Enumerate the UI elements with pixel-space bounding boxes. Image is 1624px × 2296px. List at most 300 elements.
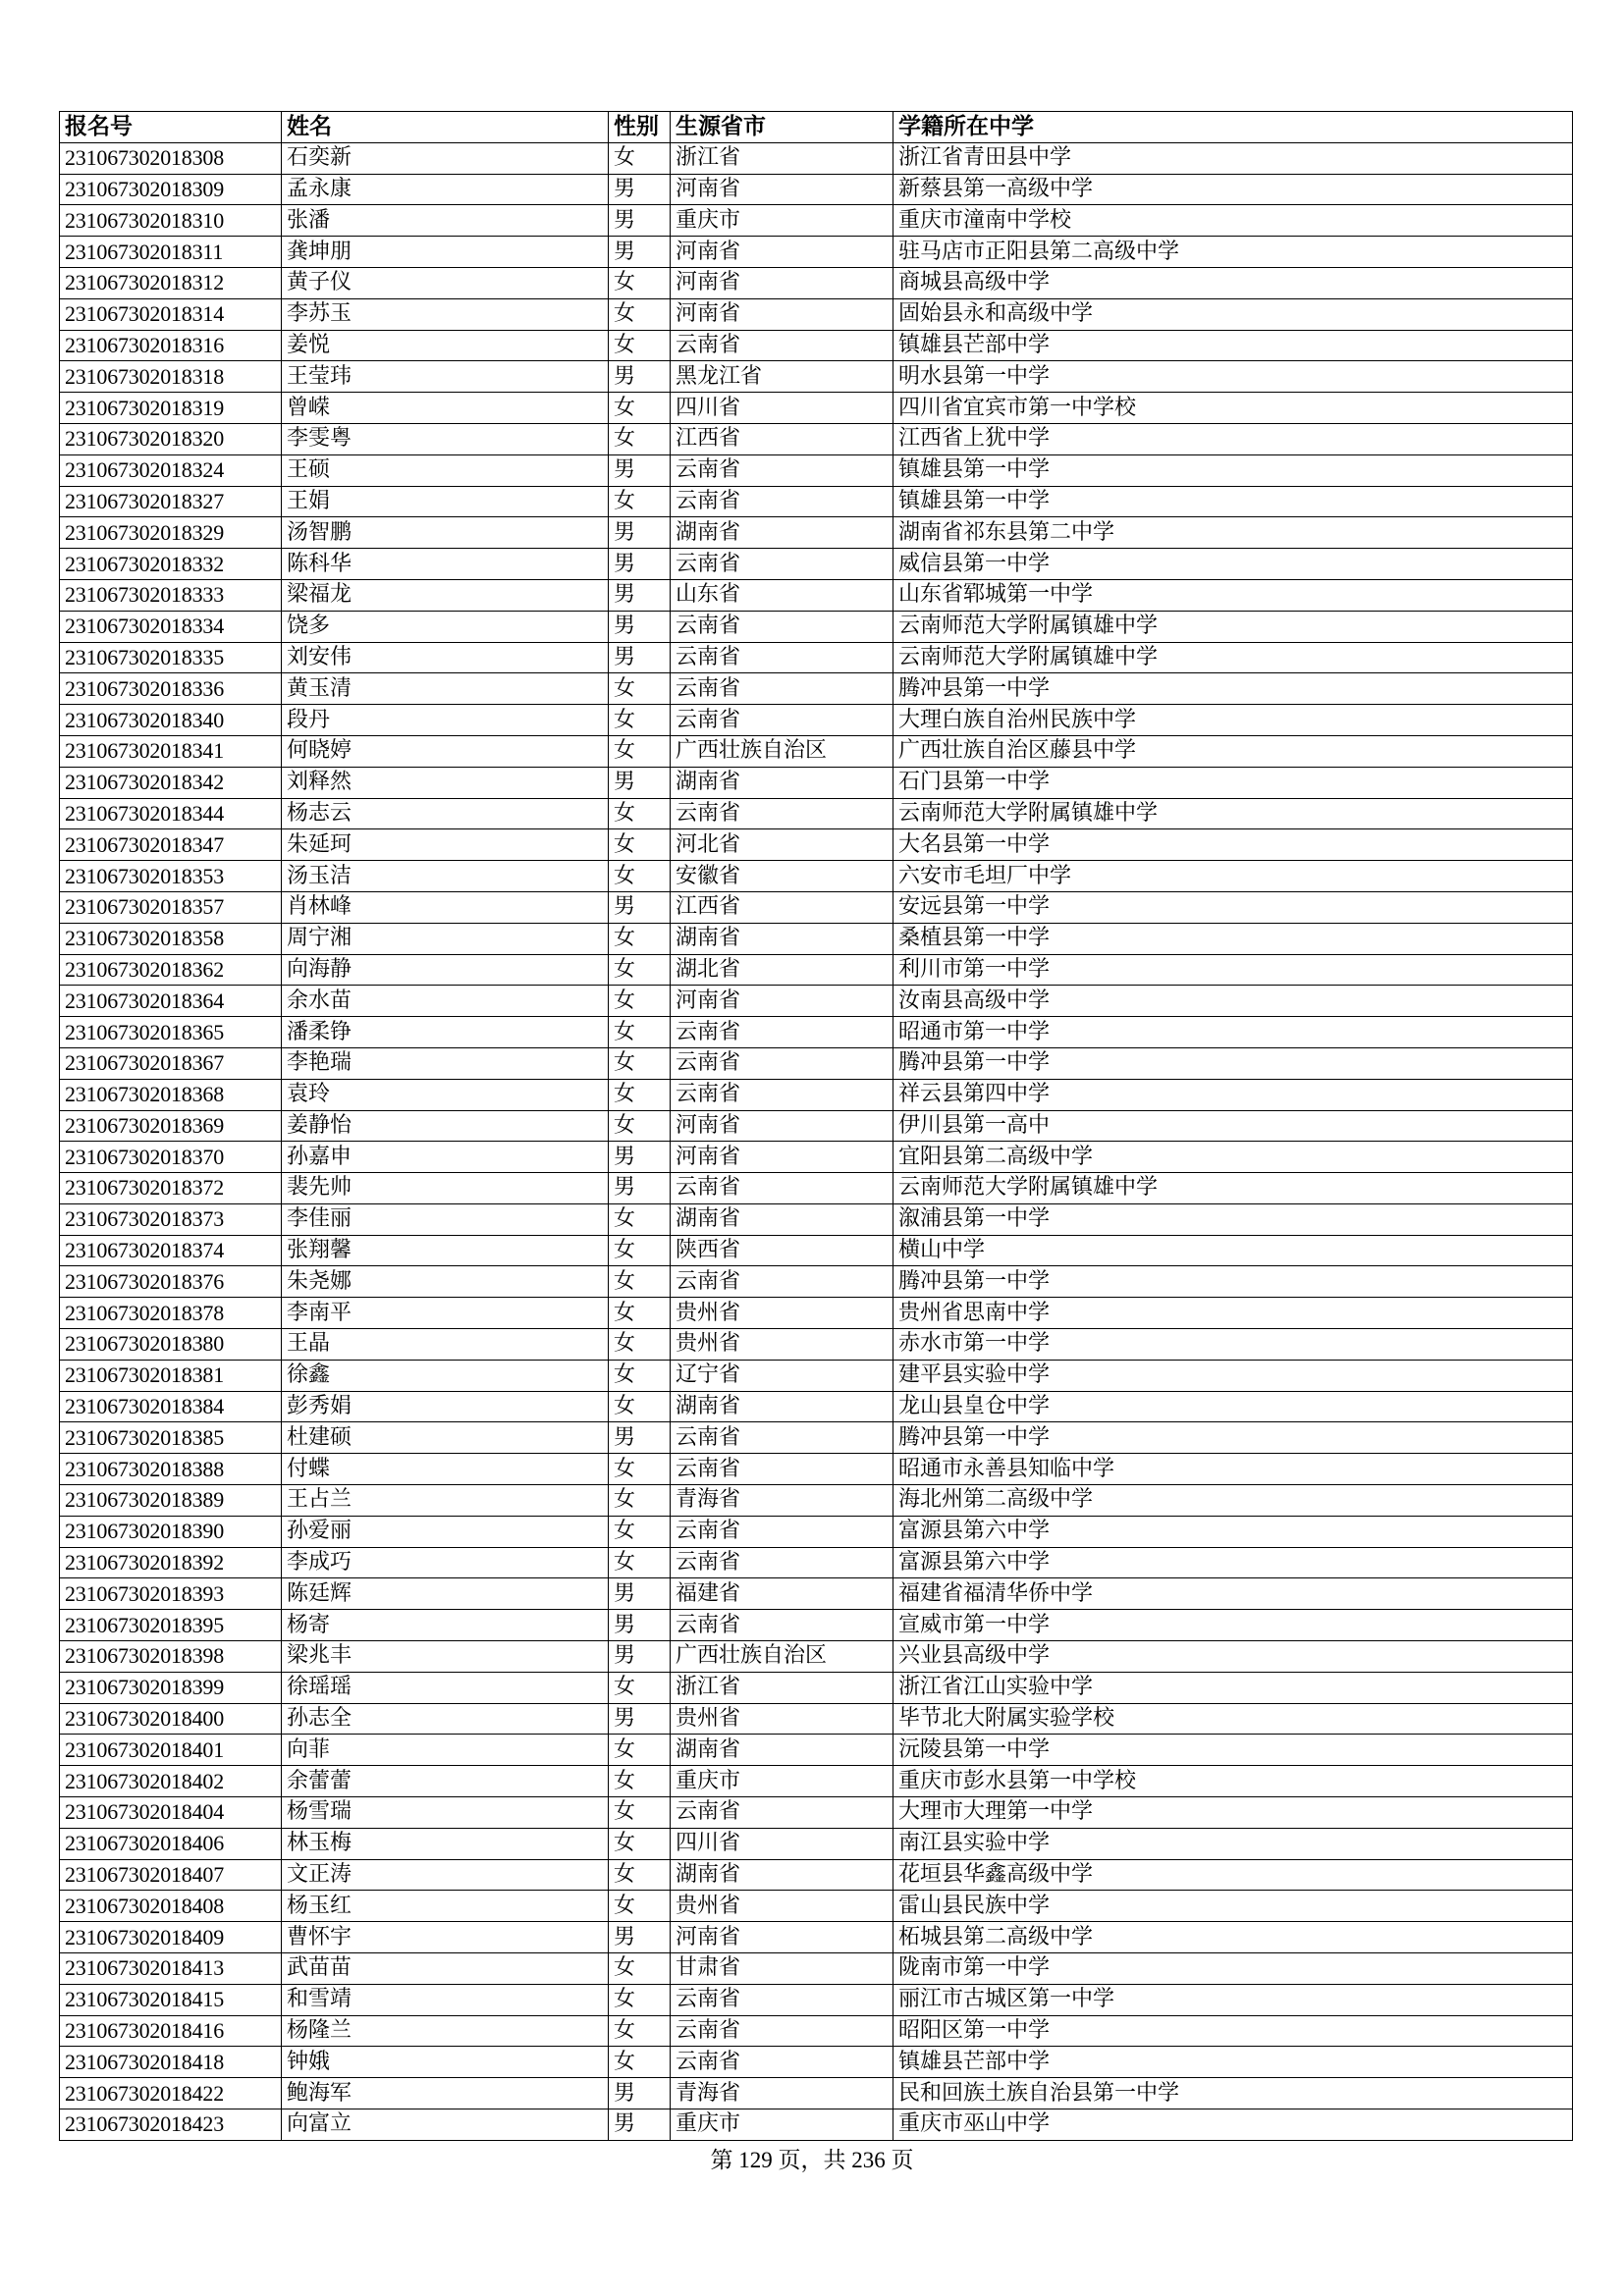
table-row [60,1891,1573,1922]
cell-registration-number: 231067302018402 [60,1766,282,1797]
cell-registration-number: 231067302018333 [60,579,282,611]
table-row [60,1329,1573,1361]
cell-school: 重庆市彭水县第一中学校 [893,1766,1573,1797]
cell-name: 曹怀宇 [282,1922,609,1953]
cell-province: 湖南省 [671,1859,893,1891]
cell-school: 大名县第一中学 [893,829,1573,861]
cell-registration-number: 231067302018413 [60,1953,282,1985]
cell-name: 梁福龙 [282,579,609,611]
cell-registration-number: 231067302018365 [60,1017,282,1048]
cell-gender: 女 [609,142,671,174]
cell-province: 云南省 [671,1547,893,1578]
cell-province: 河南省 [671,1142,893,1173]
cell-registration-number: 231067302018395 [60,1610,282,1641]
table-row [60,2078,1573,2109]
cell-school: 腾冲县第一中学 [893,1047,1573,1079]
table-row [60,891,1573,923]
cell-registration-number: 231067302018309 [60,174,282,205]
cell-school: 海北州第二高级中学 [893,1485,1573,1517]
cell-registration-number: 231067302018364 [60,986,282,1017]
cell-registration-number: 231067302018393 [60,1578,282,1610]
cell-gender: 女 [609,1984,671,2015]
cell-school: 驻马店市正阳县第二高级中学 [893,237,1573,268]
cell-gender: 女 [609,1329,671,1361]
table-row [60,1703,1573,1735]
cell-school: 宣威市第一中学 [893,1610,1573,1641]
cell-province: 云南省 [671,1454,893,1485]
cell-name: 朱尧娜 [282,1266,609,1298]
cell-province: 云南省 [671,1047,893,1079]
cell-gender: 女 [609,1672,671,1703]
table-row [60,579,1573,611]
cell-name: 向富立 [282,2109,609,2141]
cell-province: 河南省 [671,986,893,1017]
cell-school: 安远县第一中学 [893,891,1573,923]
cell-name: 姜悦 [282,330,609,361]
cell-registration-number: 231067302018369 [60,1110,282,1142]
cell-school: 腾冲县第一中学 [893,1266,1573,1298]
cell-school: 祥云县第四中学 [893,1079,1573,1110]
cell-gender: 女 [609,1735,671,1766]
cell-name: 曾嵘 [282,393,609,424]
table-row [60,705,1573,736]
cell-school: 南江县实验中学 [893,1828,1573,1859]
cell-registration-number: 231067302018376 [60,1266,282,1298]
cell-school: 富源县第六中学 [893,1516,1573,1547]
cell-registration-number: 231067302018389 [60,1485,282,1517]
cell-school: 重庆市巫山中学 [893,2109,1573,2141]
cell-registration-number: 231067302018334 [60,611,282,642]
cell-name: 孙志全 [282,1703,609,1735]
cell-name: 付蝶 [282,1454,609,1485]
cell-registration-number: 231067302018336 [60,673,282,705]
cell-province: 云南省 [671,1797,893,1829]
table-row [60,1110,1573,1142]
cell-registration-number: 231067302018329 [60,517,282,549]
cell-registration-number: 231067302018385 [60,1422,282,1454]
table-row [60,1203,1573,1235]
cell-gender: 女 [609,330,671,361]
table-row [60,1047,1573,1079]
cell-name: 段丹 [282,705,609,736]
cell-gender: 女 [609,423,671,454]
cell-school: 浙江省青田县中学 [893,142,1573,174]
cell-name: 李艳瑞 [282,1047,609,1079]
cell-gender: 男 [609,205,671,237]
table-row [60,1641,1573,1673]
cell-province: 河北省 [671,829,893,861]
table-row [60,986,1573,1017]
cell-gender: 男 [609,1641,671,1673]
cell-registration-number: 231067302018311 [60,237,282,268]
cell-province: 贵州省 [671,1703,893,1735]
cell-gender: 女 [609,1953,671,1985]
table-row [60,798,1573,829]
table-row [60,611,1573,642]
cell-registration-number: 231067302018357 [60,891,282,923]
cell-name: 杨玉红 [282,1891,609,1922]
cell-name: 李雯粤 [282,423,609,454]
cell-school: 建平县实验中学 [893,1360,1573,1391]
cell-province: 广西壮族自治区 [671,735,893,767]
cell-school: 商城县高级中学 [893,267,1573,298]
cell-gender: 女 [609,1203,671,1235]
cell-school: 丽江市古城区第一中学 [893,1984,1573,2015]
cell-registration-number: 231067302018308 [60,142,282,174]
cell-school: 贵州省思南中学 [893,1298,1573,1329]
cell-registration-number: 231067302018310 [60,205,282,237]
cell-school: 昭通市永善县知临中学 [893,1454,1573,1485]
cell-province: 福建省 [671,1578,893,1610]
cell-gender: 女 [609,1859,671,1891]
cell-school: 广西壮族自治区藤县中学 [893,735,1573,767]
cell-gender: 女 [609,1079,671,1110]
cell-school: 六安市毛坦厂中学 [893,861,1573,892]
cell-gender: 女 [609,298,671,330]
cell-gender: 女 [609,1766,671,1797]
cell-gender: 男 [609,2109,671,2141]
table-row [60,1984,1573,2015]
cell-province: 河南省 [671,1110,893,1142]
cell-name: 陈廷辉 [282,1578,609,1610]
table-row [60,829,1573,861]
cell-school: 石门县第一中学 [893,767,1573,798]
cell-name: 姜静怡 [282,1110,609,1142]
table-row [60,1017,1573,1048]
cell-registration-number: 231067302018415 [60,1984,282,2015]
cell-province: 浙江省 [671,142,893,174]
cell-school: 溆浦县第一中学 [893,1203,1573,1235]
cell-name: 向菲 [282,1735,609,1766]
cell-province: 四川省 [671,393,893,424]
cell-gender: 男 [609,454,671,486]
cell-name: 杜建硕 [282,1422,609,1454]
cell-school: 兴业县高级中学 [893,1641,1573,1673]
cell-name: 杨寄 [282,1610,609,1641]
cell-gender: 女 [609,1891,671,1922]
cell-gender: 男 [609,2078,671,2109]
cell-province: 浙江省 [671,1672,893,1703]
cell-gender: 女 [609,1298,671,1329]
cell-gender: 女 [609,1391,671,1422]
cell-school: 横山中学 [893,1235,1573,1266]
table-row [60,267,1573,298]
cell-province: 湖南省 [671,1735,893,1766]
cell-registration-number: 231067302018373 [60,1203,282,1235]
cell-school: 利川市第一中学 [893,954,1573,986]
cell-school: 宜阳县第二高级中学 [893,1142,1573,1173]
cell-name: 何晓婷 [282,735,609,767]
cell-registration-number: 231067302018344 [60,798,282,829]
cell-name: 文正涛 [282,1859,609,1891]
table-row [60,1360,1573,1391]
cell-province: 湖南省 [671,517,893,549]
cell-name: 钟娥 [282,2047,609,2078]
table-row [60,142,1573,174]
cell-name: 彭秀娟 [282,1391,609,1422]
cell-school: 镇雄县第一中学 [893,454,1573,486]
cell-gender: 女 [609,393,671,424]
cell-gender: 女 [609,2047,671,2078]
cell-name: 李成巧 [282,1547,609,1578]
cell-province: 云南省 [671,1422,893,1454]
cell-province: 青海省 [671,1485,893,1517]
cell-registration-number: 231067302018418 [60,2047,282,2078]
cell-registration-number: 231067302018390 [60,1516,282,1547]
table-row [60,861,1573,892]
cell-registration-number: 231067302018340 [60,705,282,736]
cell-gender: 男 [609,642,671,673]
cell-gender: 女 [609,267,671,298]
cell-name: 李佳丽 [282,1203,609,1235]
cell-name: 潘柔铮 [282,1017,609,1048]
table-row [60,1672,1573,1703]
cell-gender: 男 [609,1578,671,1610]
cell-province: 云南省 [671,798,893,829]
cell-province: 湖南省 [671,1391,893,1422]
cell-school: 富源县第六中学 [893,1547,1573,1578]
cell-registration-number: 231067302018381 [60,1360,282,1391]
table-row [60,1266,1573,1298]
cell-school: 镇雄县第一中学 [893,486,1573,517]
cell-school: 雷山县民族中学 [893,1891,1573,1922]
cell-gender: 男 [609,237,671,268]
table-row [60,1079,1573,1110]
cell-gender: 女 [609,986,671,1017]
cell-registration-number: 231067302018370 [60,1142,282,1173]
cell-province: 云南省 [671,454,893,486]
cell-school: 陇南市第一中学 [893,1953,1573,1985]
cell-name: 王娟 [282,486,609,517]
cell-gender: 男 [609,1142,671,1173]
cell-province: 云南省 [671,611,893,642]
cell-registration-number: 231067302018408 [60,1891,282,1922]
cell-registration-number: 231067302018367 [60,1047,282,1079]
header-gender: 性别 [609,112,671,143]
cell-province: 云南省 [671,1079,893,1110]
cell-registration-number: 231067302018353 [60,861,282,892]
cell-province: 甘肃省 [671,1953,893,1985]
cell-name: 鲍海军 [282,2078,609,2109]
cell-gender: 男 [609,174,671,205]
cell-name: 余蕾蕾 [282,1766,609,1797]
cell-school: 镇雄县芒部中学 [893,330,1573,361]
table-row [60,2109,1573,2141]
cell-province: 安徽省 [671,861,893,892]
cell-school: 大理市大理第一中学 [893,1797,1573,1829]
cell-name: 梁兆丰 [282,1641,609,1673]
cell-gender: 女 [609,1266,671,1298]
header-school: 学籍所在中学 [893,112,1573,143]
cell-province: 云南省 [671,673,893,705]
table-row [60,1766,1573,1797]
cell-school: 伊川县第一高中 [893,1110,1573,1142]
cell-province: 山东省 [671,579,893,611]
table-row [60,454,1573,486]
cell-school: 云南师范大学附属镇雄中学 [893,642,1573,673]
cell-registration-number: 231067302018368 [60,1079,282,1110]
table-row [60,767,1573,798]
table-row [60,423,1573,454]
cell-registration-number: 231067302018347 [60,829,282,861]
table-row [60,517,1573,549]
table-row [60,1953,1573,1985]
header-registration-number: 报名号 [60,112,282,143]
cell-school: 浙江省江山实验中学 [893,1672,1573,1703]
cell-school: 大理白族自治州民族中学 [893,705,1573,736]
table-row [60,361,1573,393]
cell-province: 云南省 [671,330,893,361]
table-row [60,486,1573,517]
table-row [60,298,1573,330]
cell-province: 陕西省 [671,1235,893,1266]
cell-province: 河南省 [671,267,893,298]
header-province: 生源省市 [671,112,893,143]
table-row [60,1298,1573,1329]
cell-province: 黑龙江省 [671,361,893,393]
cell-gender: 女 [609,735,671,767]
cell-gender: 女 [609,1047,671,1079]
cell-province: 云南省 [671,642,893,673]
cell-name: 杨隆兰 [282,2015,609,2047]
cell-registration-number: 231067302018398 [60,1641,282,1673]
cell-name: 杨志云 [282,798,609,829]
cell-school: 四川省宜宾市第一中学校 [893,393,1573,424]
cell-province: 云南省 [671,1017,893,1048]
cell-registration-number: 231067302018407 [60,1859,282,1891]
cell-gender: 女 [609,1110,671,1142]
cell-school: 桑植县第一中学 [893,923,1573,954]
table-row [60,1235,1573,1266]
cell-gender: 女 [609,1360,671,1391]
cell-gender: 男 [609,1703,671,1735]
cell-registration-number: 231067302018327 [60,486,282,517]
cell-province: 云南省 [671,2047,893,2078]
cell-registration-number: 231067302018422 [60,2078,282,2109]
cell-province: 云南省 [671,1266,893,1298]
cell-registration-number: 231067302018416 [60,2015,282,2047]
cell-school: 镇雄县芒部中学 [893,2047,1573,2078]
cell-name: 石奕新 [282,142,609,174]
cell-name: 张潘 [282,205,609,237]
cell-gender: 女 [609,673,671,705]
cell-province: 重庆市 [671,205,893,237]
cell-school: 重庆市潼南中学校 [893,205,1573,237]
cell-registration-number: 231067302018342 [60,767,282,798]
cell-gender: 男 [609,579,671,611]
cell-school: 腾冲县第一中学 [893,1422,1573,1454]
table-row [60,1422,1573,1454]
cell-province: 云南省 [671,549,893,580]
table-row [60,1454,1573,1485]
table-row [60,1391,1573,1422]
cell-school: 云南师范大学附属镇雄中学 [893,611,1573,642]
cell-province: 云南省 [671,486,893,517]
cell-gender: 男 [609,517,671,549]
cell-registration-number: 231067302018378 [60,1298,282,1329]
table-row [60,1173,1573,1204]
cell-province: 江西省 [671,891,893,923]
table-row [60,1828,1573,1859]
cell-school: 腾冲县第一中学 [893,673,1573,705]
cell-registration-number: 231067302018423 [60,2109,282,2141]
cell-name: 余水苗 [282,986,609,1017]
cell-school: 明水县第一中学 [893,361,1573,393]
table-row [60,954,1573,986]
header-name: 姓名 [282,112,609,143]
cell-province: 云南省 [671,2015,893,2047]
cell-registration-number: 231067302018318 [60,361,282,393]
cell-name: 孟永康 [282,174,609,205]
cell-gender: 女 [609,1235,671,1266]
table-row [60,1735,1573,1766]
cell-registration-number: 231067302018335 [60,642,282,673]
cell-province: 重庆市 [671,2109,893,2141]
cell-gender: 男 [609,1173,671,1204]
cell-gender: 女 [609,829,671,861]
cell-name: 徐瑶瑶 [282,1672,609,1703]
cell-name: 王晶 [282,1329,609,1361]
cell-name: 徐鑫 [282,1360,609,1391]
table-body [60,142,1573,2140]
cell-province: 湖南省 [671,923,893,954]
cell-name: 朱延珂 [282,829,609,861]
cell-registration-number: 231067302018358 [60,923,282,954]
cell-school: 赤水市第一中学 [893,1329,1573,1361]
cell-school: 湖南省祁东县第二中学 [893,517,1573,549]
cell-school: 昭阳区第一中学 [893,2015,1573,2047]
cell-name: 饶多 [282,611,609,642]
cell-registration-number: 231067302018316 [60,330,282,361]
cell-name: 孙嘉申 [282,1142,609,1173]
cell-province: 贵州省 [671,1329,893,1361]
table-row [60,393,1573,424]
cell-gender: 男 [609,1610,671,1641]
cell-school: 汝南县高级中学 [893,986,1573,1017]
cell-school: 民和回族土族自治县第一中学 [893,2078,1573,2109]
cell-registration-number: 231067302018384 [60,1391,282,1422]
table-row [60,330,1573,361]
cell-name: 周宁湘 [282,923,609,954]
cell-gender: 男 [609,767,671,798]
cell-school: 云南师范大学附属镇雄中学 [893,1173,1573,1204]
cell-province: 重庆市 [671,1766,893,1797]
cell-school: 龙山县皇仓中学 [893,1391,1573,1422]
cell-name: 汤玉洁 [282,861,609,892]
cell-school: 沅陵县第一中学 [893,1735,1573,1766]
cell-name: 和雪靖 [282,1984,609,2015]
student-table [59,111,1573,2141]
cell-name: 黄子仪 [282,267,609,298]
cell-province: 四川省 [671,1828,893,1859]
table-row [60,2015,1573,2047]
table-row [60,205,1573,237]
cell-registration-number: 231067302018362 [60,954,282,986]
cell-school: 花垣县华鑫高级中学 [893,1859,1573,1891]
cell-name: 张翔馨 [282,1235,609,1266]
cell-province: 河南省 [671,298,893,330]
cell-name: 裴先帅 [282,1173,609,1204]
cell-school: 毕节北大附属实验学校 [893,1703,1573,1735]
cell-name: 武苗苗 [282,1953,609,1985]
cell-gender: 女 [609,1797,671,1829]
cell-gender: 男 [609,1922,671,1953]
cell-province: 云南省 [671,1173,893,1204]
cell-name: 陈科华 [282,549,609,580]
table-row [60,735,1573,767]
cell-registration-number: 231067302018312 [60,267,282,298]
table-row [60,174,1573,205]
